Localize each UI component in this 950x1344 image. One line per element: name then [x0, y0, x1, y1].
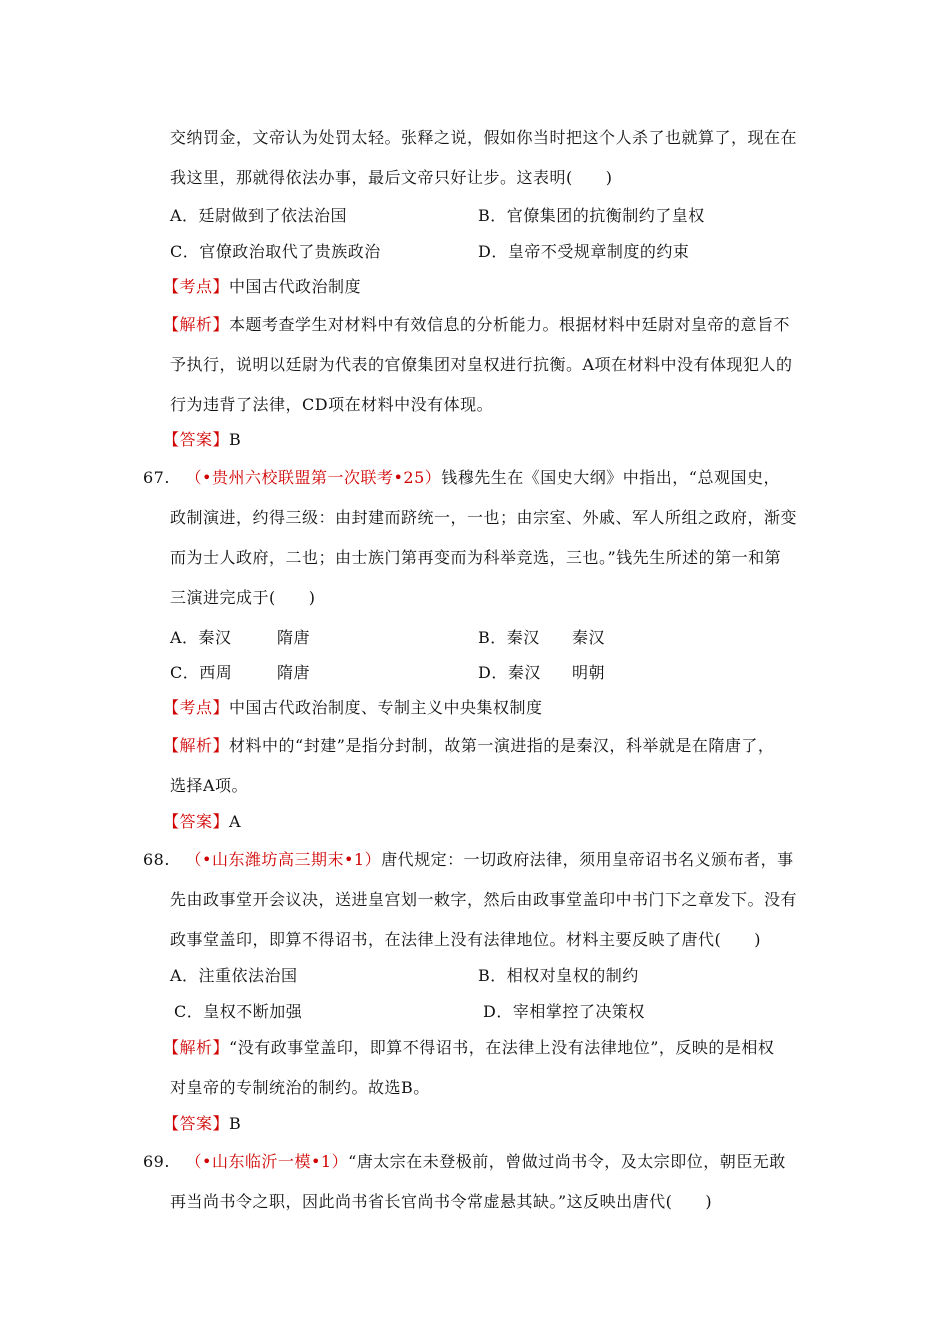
q67-number: 67.: [143, 468, 170, 487]
jiexi-label: 【解析】: [163, 736, 230, 755]
q67-jiexi-line-1: [163, 736, 774, 756]
q66-stem-line-2: 我这里，那就得依法办事，最后文帝只好让步。这表明( ): [170, 168, 613, 187]
q66-jiexi-line-3: 行为违背了法律，CD项在材料中没有体现。: [170, 395, 494, 414]
q68-source: （•山东潍坊高三期末•1）: [185, 850, 382, 869]
kaodian-text: 中国古代政治制度: [229, 277, 362, 296]
q67-option-b-part1: B．秦汉: [478, 628, 540, 647]
q67-option-a-part2: 隋唐: [277, 628, 311, 647]
q67-stem-line-1: 钱穆先生在《国史大纲》中指出，“总观国史，: [441, 468, 780, 487]
q67-option-c-part1: C．西周: [170, 663, 233, 682]
jiexi-label: 【解析】: [163, 315, 230, 334]
q66-option-b: B．官僚集团的抗衡制约了皇权: [478, 206, 705, 225]
q68-first-line: [143, 850, 794, 870]
q67-option-b: [478, 628, 606, 648]
answer-text: B: [229, 1114, 242, 1133]
q67-option-d-part2: 明朝: [572, 663, 606, 682]
q66-option-a: A．廷尉做到了依法治国: [170, 206, 348, 225]
q66-option-d: D．皇帝不受规章制度的约束: [478, 242, 690, 261]
q67-option-d: [478, 663, 606, 683]
jiexi-text: “没有政事堂盖印，即算不得诏书，在法律上没有法律地位”，反映的是相权: [229, 1038, 775, 1057]
q67-option-c: [170, 663, 311, 683]
q67-stem-line-3: 而为士人政府，二也；由士族门第再变而为科举竞选，三也。”钱先生所述的第一和第: [170, 548, 782, 567]
answer-label: 【答案】: [163, 430, 230, 449]
kaodian-label: 【考点】: [163, 277, 230, 296]
q68-option-d: D．宰相掌控了决策权: [483, 1002, 645, 1021]
q68-answer: [163, 1114, 241, 1134]
answer-label: 【答案】: [163, 812, 230, 831]
q69-source: （•山东临沂一模•1）: [185, 1152, 349, 1171]
q67-stem-line-4: 三演进完成于( ): [170, 588, 316, 607]
q67-option-a: [170, 628, 311, 648]
q68-stem-line-2: 先由政事堂开会议决，送进皇宫划一敕字，然后由政事堂盖印中书门下之章发下。没有: [170, 890, 798, 909]
kaodian-label: 【考点】: [163, 698, 230, 717]
q68-stem-line-1: 唐代规定：一切政府法律，须用皇帝诏书名义颁布者，事: [381, 850, 794, 869]
q69-number: 69.: [143, 1152, 170, 1171]
q68-option-b: B．相权对皇权的制约: [478, 966, 639, 985]
q66-kaodian: [163, 277, 361, 297]
answer-text: A: [229, 812, 242, 831]
q68-jiexi-line-1: [163, 1038, 774, 1058]
q69-first-line: [143, 1152, 786, 1172]
q66-option-c: C．官僚政治取代了贵族政治: [170, 242, 381, 261]
q67-first-line: [143, 468, 780, 488]
jiexi-text: 材料中的“封建”是指分封制，故第一演进指的是秦汉，科举就是在隋唐了，: [229, 736, 775, 755]
q69-stem-line-1: “唐太宗在未登极前，曾做过尚书令，及太宗即位，朝臣无敢: [348, 1152, 786, 1171]
q67-option-c-part2: 隋唐: [277, 663, 311, 682]
q68-number: 68.: [143, 850, 170, 869]
jiexi-label: 【解析】: [163, 1038, 230, 1057]
q67-option-b-part2: 秦汉: [572, 628, 606, 647]
q66-answer: [163, 430, 241, 450]
q67-option-a-part1: A．秦汉: [170, 628, 232, 647]
q68-stem-line-3: 政事堂盖印，即算不得诏书，在法律上没有法律地位。材料主要反映了唐代( ): [170, 930, 761, 949]
jiexi-text: 本题考查学生对材料中有效信息的分析能力。根据材料中廷尉对皇帝的意旨不: [229, 315, 791, 334]
q67-kaodian: [163, 698, 543, 718]
q67-option-d-part1: D．秦汉: [478, 663, 541, 682]
q69-stem-line-2: 再当尚书令之职，因此尚书省长官尚书令常虚悬其缺。”这反映出唐代( ): [170, 1192, 713, 1211]
kaodian-text: 中国古代政治制度、专制主义中央集权制度: [229, 698, 543, 717]
q67-answer: [163, 812, 241, 832]
q67-source: （•贵州六校联盟第一次联考•25）: [185, 468, 442, 487]
q68-option-c: C．皇权不断加强: [174, 1002, 303, 1021]
q67-stem-line-2: 政制演进，约得三级：由封建而跻统一，一也；由宗室、外戚、军人所组之政府，渐变: [170, 508, 798, 527]
q68-option-a: A．注重依法治国: [170, 966, 298, 985]
answer-label: 【答案】: [163, 1114, 230, 1133]
q66-stem-line-1: 交纳罚金，文帝认为处罚太轻。张释之说，假如你当时把这个人杀了也就算了，现在在: [170, 128, 798, 147]
answer-text: B: [229, 430, 242, 449]
q68-jiexi-line-2: 对皇帝的专制统治的制约。故选B。: [170, 1078, 430, 1097]
q66-jiexi-line-1: [163, 315, 790, 335]
q67-jiexi-line-2: 选择A项。: [170, 776, 249, 795]
q66-jiexi-line-2: 予执行，说明以廷尉为代表的官僚集团对皇权进行抗衡。A项在材料中没有体现犯人的: [170, 355, 793, 374]
